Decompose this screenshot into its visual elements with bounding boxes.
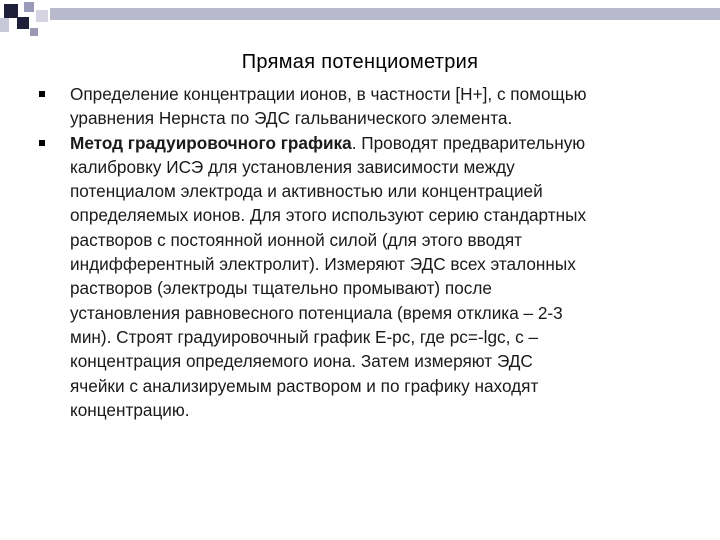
header-decoration — [0, 0, 720, 40]
bullet-item-1 — [0, 82, 720, 131]
bullet-2-line-1 — [70, 131, 696, 155]
bullet-list — [0, 82, 720, 422]
bullet-2-line-2: калибровку ИСЭ для установления зависимости между — [70, 156, 515, 177]
bullet-2-line-10: концентрация определяемого иона. Затем измеряют ЭДС — [70, 351, 533, 372]
bullet-2-line-6: индифферентный электролит). Измеряют ЭДС всех эталонных — [70, 254, 576, 275]
bullet-item-2 — [0, 131, 720, 423]
bullet-2-line-9: мин). Строят градуировочный график E-pc, где pc=-lgc, c – — [70, 326, 539, 347]
decor-square-mid-2 — [30, 28, 38, 36]
slide-title: Прямая потенциометрия — [241, 51, 479, 73]
bullet-2-line-1-rest: . Проводят предварительную — [351, 132, 586, 153]
decor-square-light-2 — [36, 10, 48, 22]
decor-square-light-1 — [0, 18, 9, 32]
square-bullet-icon — [39, 140, 45, 146]
decor-bar — [50, 8, 720, 20]
decor-square-mid-1 — [24, 2, 34, 12]
square-bullet-icon — [39, 91, 45, 97]
bullet-2-line-3: потенциалом электрода и активностью или концентрацией — [70, 181, 543, 202]
bullet-2-bold-lead: Метод градуировочного графика — [70, 132, 352, 153]
bullet-2-line-5: растворов с постоянной ионной силой (для этого вводят — [70, 229, 523, 250]
bullet-1-line-2: уравнения Нернста по ЭДС гальванического элемента. — [70, 108, 513, 129]
bullet-2-line-11: ячейки с анализируемым раствором и по графику находят — [70, 375, 539, 396]
bullet-1-line-1: Определение концентрации ионов, в частности [H+], с помощью — [70, 84, 587, 104]
decor-square-dark-1 — [4, 4, 18, 18]
decor-square-dark-2 — [17, 17, 29, 29]
bullet-text-2 — [70, 131, 696, 423]
bullet-2-line-7: растворов (электроды тщательно промывают) после — [70, 278, 492, 299]
bullet-text-1 — [70, 82, 696, 131]
bullet-2-line-4: определяемых ионов. Для этого используют серию стандартных — [70, 205, 587, 226]
bullet-2-line-12: концентрацию. — [70, 399, 190, 420]
bullet-2-line-8: установления равновесного потенциала (время отклика – 2-3 — [70, 302, 563, 323]
